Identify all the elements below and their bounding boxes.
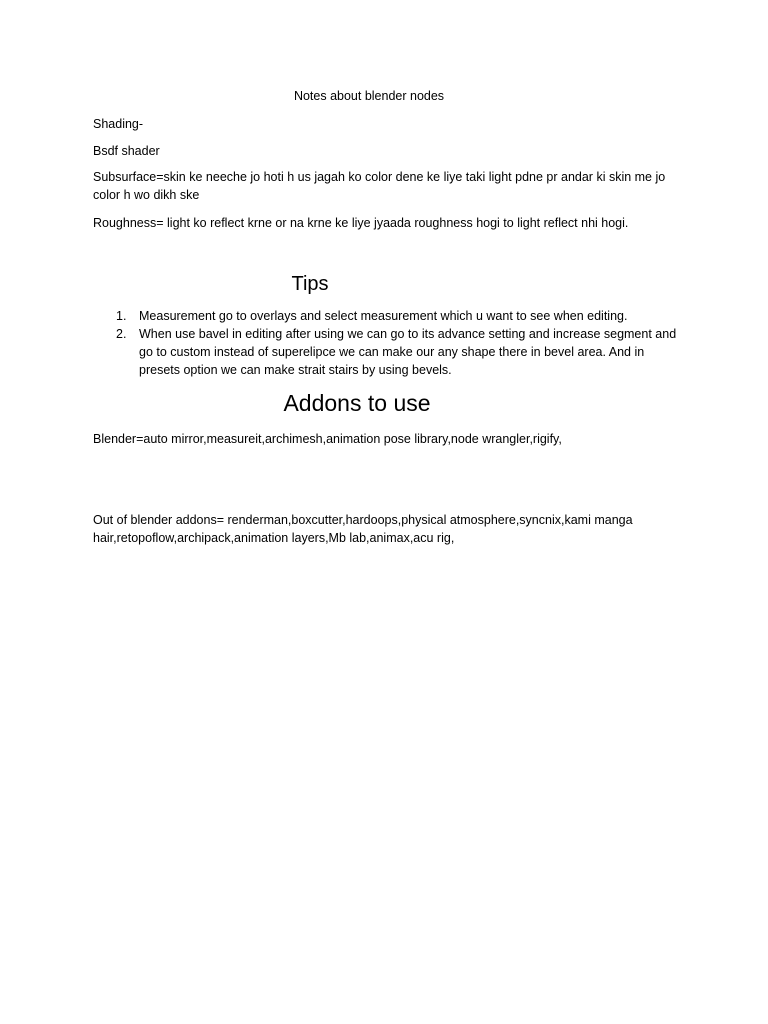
blender-addons-list: Blender=auto mirror,measureit,archimesh,animation pose library,node wrangler,rigify, xyxy=(93,432,562,446)
addons-heading: Addons to use xyxy=(283,390,431,416)
tip-item xyxy=(93,325,683,379)
roughness-note: Roughness= light ko reflect krne or na krne ke liye jyaada roughness hogi to light reflect nhi hogi. xyxy=(93,216,629,230)
out-of-blender-addons-list: Out of blender addons= renderman,boxcutter,hardoops,physical atmosphere,syncnix,kami manga hair,retopoflow,archipack,animation layers,Mb lab,animax,acu rig, xyxy=(93,513,633,545)
bsdf-shader-label: Bsdf shader xyxy=(93,144,160,158)
tip-text: When use bavel in editing after using we can go to its advance setting and increase segment and go to custom instead of superelipce we can make our any shape there in bevel area. And in presets option we can make strait stairs by using bevels. xyxy=(139,327,677,377)
tip-text: Measurement go to overlays and select measurement which u want to see when editing. xyxy=(139,309,628,323)
tip-number: 2. xyxy=(116,327,127,341)
tips-heading: Tips xyxy=(291,273,329,295)
tips-list xyxy=(93,307,683,379)
tip-number: 1. xyxy=(116,309,127,323)
document-title: Notes about blender nodes xyxy=(293,89,445,103)
shading-label: Shading- xyxy=(93,117,144,131)
subsurface-note: Subsurface=skin ke neeche jo hoti h us jagah ko color dene ke liye taki light pdne pr andar ki skin me jo color h wo dikh ske xyxy=(93,170,666,202)
tip-item xyxy=(93,307,683,325)
